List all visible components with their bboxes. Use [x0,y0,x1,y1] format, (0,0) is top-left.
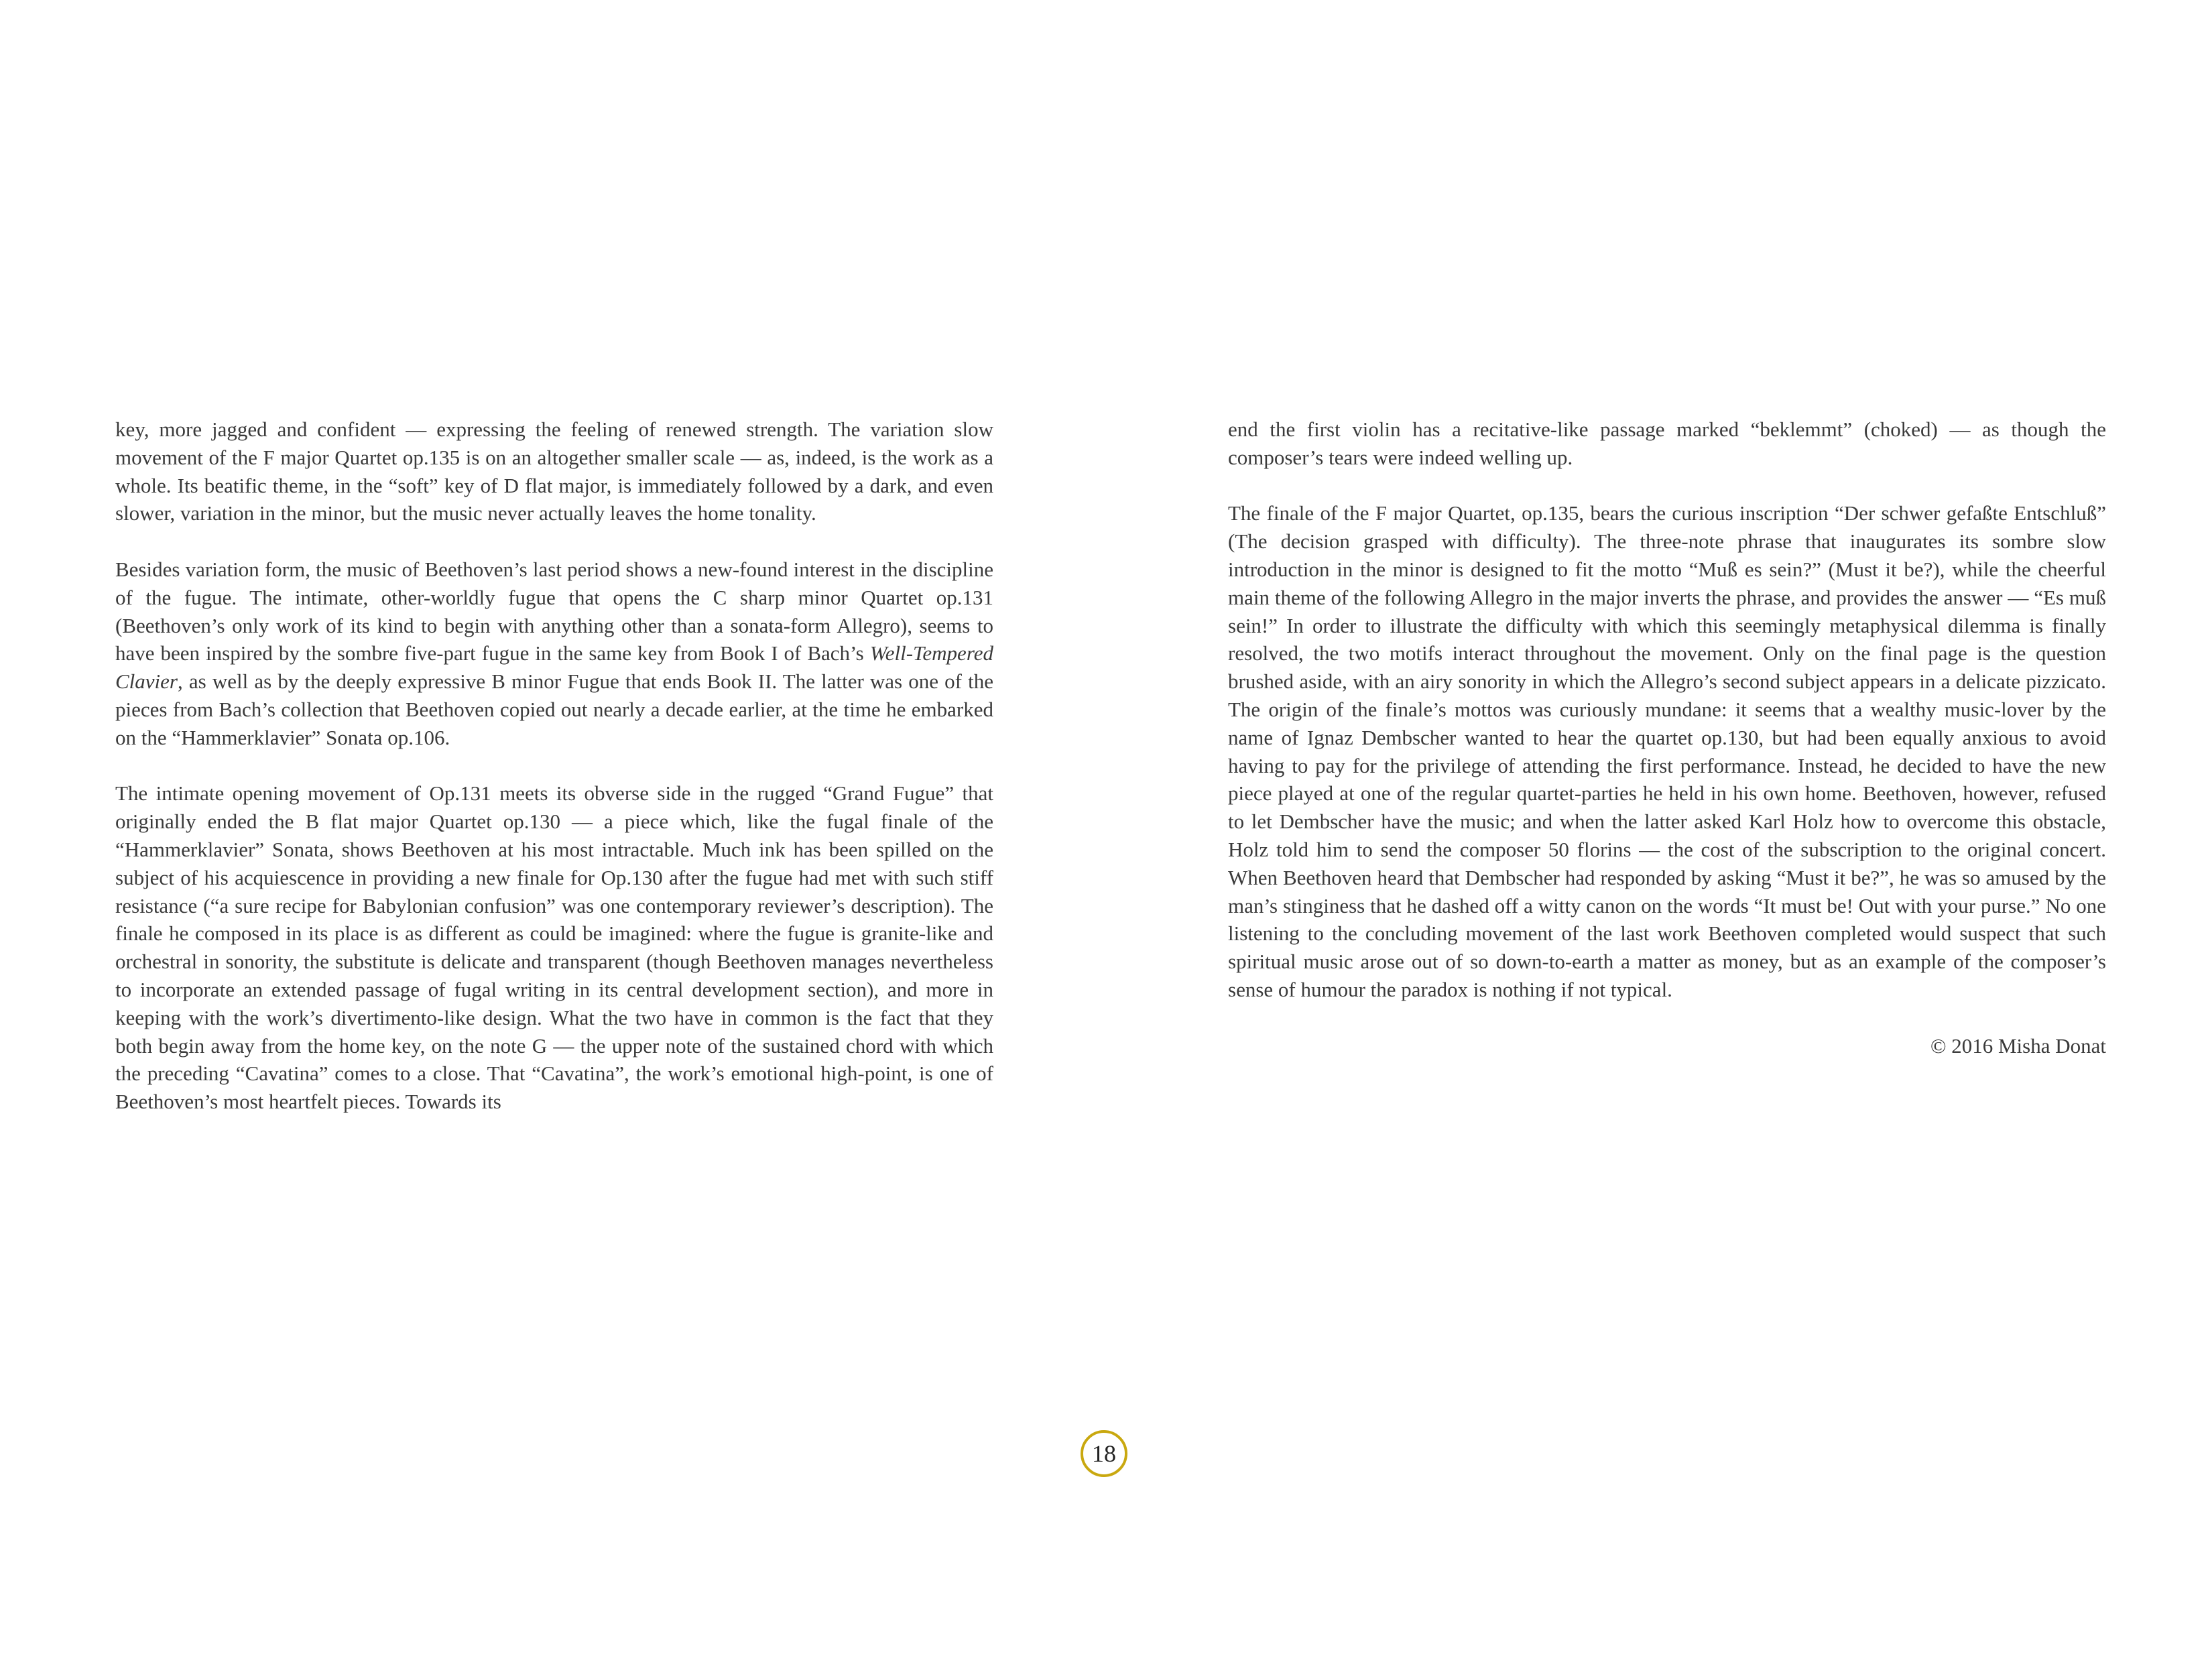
copyright-notice: © 2016 Misha Donat [1930,1033,2106,1058]
paragraph-cavatina-end: end the first violin has a recitative-like passage marked “beklemmt” (choked) — as though the composer’s tears were indeed welling up. [1228,418,2106,469]
paragraph-grand-fugue: The intimate opening movement of Op.131 meets its obverse side in the rugged “Grand Fugue” that originally ended the B flat major Quartet op.130 — a piece which, like the fugal finale of the “Hammerklavier” Sonata, shows Beethoven at his most intractable. Much ink has been spilled on the subject of his acquiescence in providing a new finale for Op.130 after the fugue had met with such stiff resistance (“a sure recipe for Babylonian confusion” was one contemporary reviewer’s description). The finale he composed in its place is as different as could be imagined: where the fugue is granite-like and orchestral in sonority, the substitute is delicate and transparent (though Beethoven manages nevertheless to incorporate an extended passage of fugal writing in its central development section), and more in keeping with the work’s divertimento-like design. What the two have in common is the fact that they both begin away from the home key, on the note G — the upper note of the sustained chord with which the preceding “Cavatina” comes to a close. That “Cavatina”, the work’s emotional high-point, is one of Beethoven’s most heartfelt pieces. Towards its [115,781,993,1114]
left-text-column [115,416,993,1116]
paragraph-variation-form: key, more jagged and confident — expressing the feeling of renewed strength. The variation slow movement of the F major Quartet op.135 is on an altogether smaller scale — as, indeed, is the work as a whole. Its beatific theme, in the “soft” key of D flat major, is immediately followed by a dark, and even slower, variation in the minor, but the music never actually leaves the home tonality. [115,418,993,525]
paragraph-fugue-interest [115,556,993,752]
paragraph-text: , as well as by the deeply expressive B minor Fugue that ends Book II. The latter was one of the pieces from Bach’s collection that Beethoven copied out nearly a decade earlier, at the time he embarked on the “Hammerklavier” Sonata op.106. [115,669,993,749]
paragraph-text: Besides variation form, the music of Beethoven’s last period shows a new-found interest in the discipline of the fugue. The intimate, other-worldly fugue that opens the C sharp minor Quartet op.131 (Beethoven’s only work of its kind to begin with anything other than a sonata-form Allegro), seems to have been inspired by the sombre five-part fugue in the same key from Book I of Bach’s [115,557,993,665]
page-number: 18 [1092,1440,1116,1467]
book-title-italic: Well-Tempered Clavier [115,641,993,694]
page-number-badge [1081,1430,1127,1477]
right-text-column [1228,416,2106,1060]
paragraph-finale-op135: The finale of the F major Quartet, op.135, bears the curious inscription “Der schwer gefaßte Entschluß” (The decision grasped with difficulty). The three-note phrase that inaugurates its sombre slow introduction in the minor is designed to fit the motto “Muß es sein?” (Must it be?), while the cheerful main theme of the following Allegro in the major inverts the phrase, and provides the answer — “Es muß sein!” In order to illustrate the difficulty with which this seemingly metaphysical dilemma is finally resolved, the two motifs interact throughout the movement. Only on the final page is the question brushed aside, with an airy sonority in which the Allegro’s second subject appears in a delicate pizzicato. The origin of the finale’s mottos was curiously mundane: it seems that a wealthy music-lover by the name of Ignaz Dembscher wanted to hear the quartet op.130, but had been equally anxious to avoid having to pay for the privilege of attending the first performance. Instead, he decided to have the new piece played at one of the regular quartet-parties he held in his own home. Beethoven, however, refused to let Dembscher have the music; and when the latter asked Karl Holz how to overcome this obstacle, Holz told him to send the composer 50 florins — the cost of the subscription to the original concert. When Beethoven heard that Dembscher had responded by asking “Must it be?”, he was so amused by the man’s stinginess that he dashed off a witty canon on the words “It must be! Out with your purse.” No one listening to the concluding movement of the last work Beethoven completed would suspect that such spiritual music arose out of so down-to-earth a matter as money, but as an example of the composer’s sense of humour the paradox is nothing if not typical. [1228,501,2106,1001]
